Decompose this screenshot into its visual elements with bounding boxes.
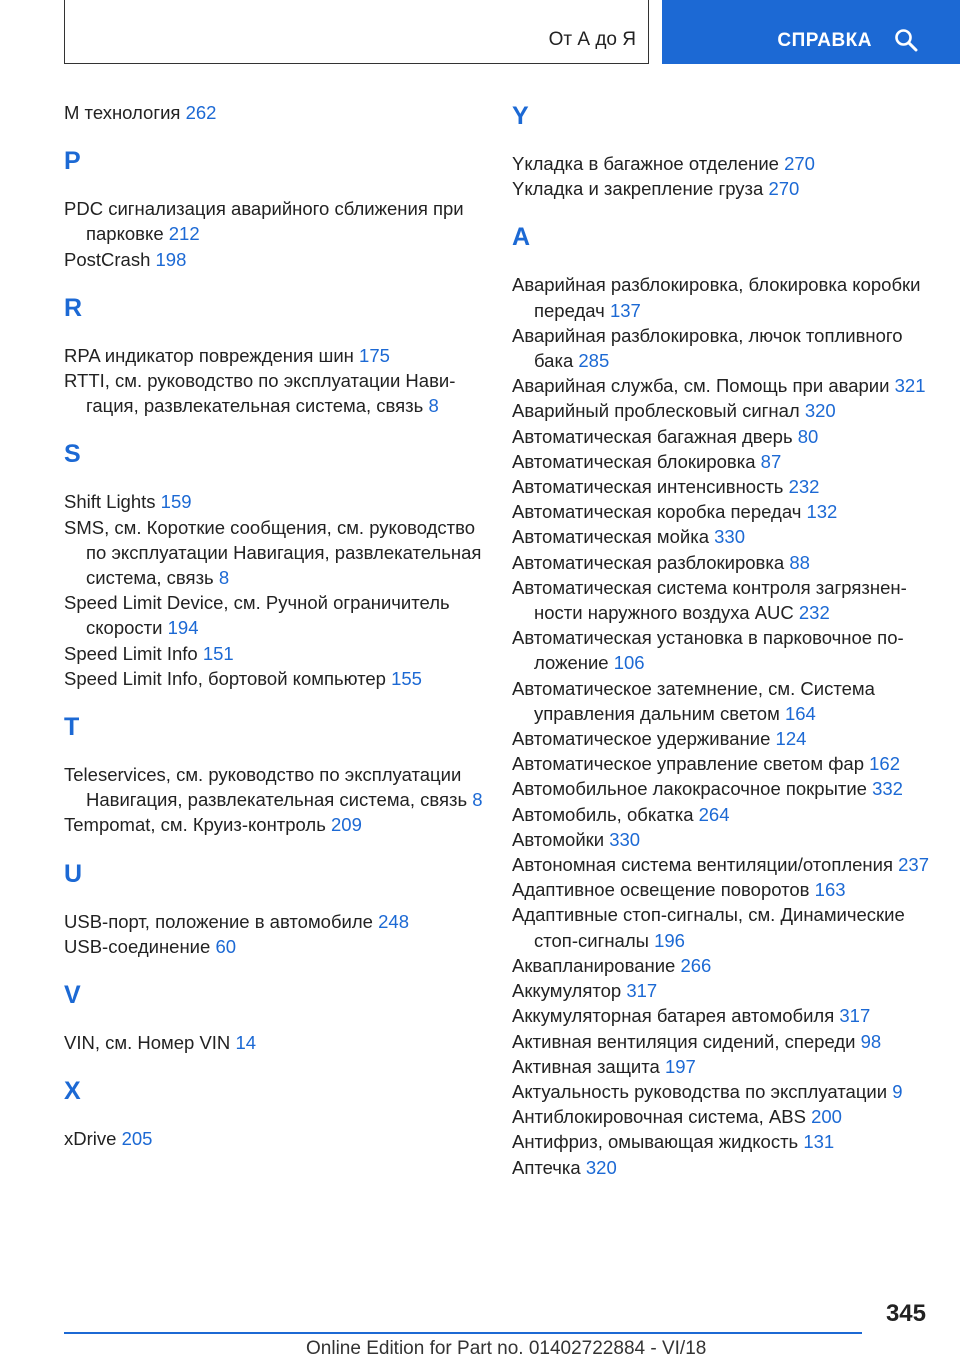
index-entry-text: Автоматическое затемнение, см. Система управления дальним светом	[512, 677, 875, 724]
index-entry-text: Автоматическое удерживание	[512, 728, 771, 750]
index-entry	[64, 100, 484, 125]
index-entry-text: Аварийная разблокировка, блокировка коробки передач	[512, 274, 921, 321]
index-entry-text: Адаптивное освещение поворотов	[512, 879, 810, 901]
index-tab[interactable]	[64, 0, 649, 64]
index-entry	[512, 776, 932, 801]
index-entry-text: Tempomat, см. Круиз-контроль	[64, 814, 326, 836]
index-entry-text: Speed Limit Info, бортовой компьютер	[64, 667, 386, 689]
index-entry-text: Speed Limit Info	[64, 642, 198, 664]
index-entry-text: Автономная система вентиляции/отопления	[512, 854, 893, 876]
page-link[interactable]: 88	[789, 551, 810, 573]
page-link[interactable]: 332	[872, 778, 903, 800]
page-link[interactable]: 131	[803, 1131, 835, 1153]
page-link[interactable]: 205	[121, 1128, 153, 1150]
page-link[interactable]: 320	[585, 1156, 617, 1178]
index-entry	[512, 751, 932, 776]
index-entry	[512, 474, 932, 499]
index-tab-label: От А до Я	[548, 29, 636, 50]
index-entry	[64, 666, 484, 691]
index-entry	[64, 515, 484, 591]
page-link[interactable]: 285	[578, 350, 610, 372]
index-entry-text: Аварийная разблокировка, лючок топливного бака	[512, 324, 903, 372]
page-link[interactable]: 80	[797, 425, 819, 447]
page-link[interactable]: 212	[168, 223, 200, 245]
index-section-letter: U	[64, 859, 83, 888]
page-link[interactable]: 321	[894, 375, 926, 397]
index-entry-text: PostCrash	[64, 248, 151, 270]
page-link[interactable]: 151	[202, 642, 234, 664]
index-entry-text: Автоматическая мойка	[512, 526, 709, 548]
page-link[interactable]: 317	[839, 1005, 871, 1027]
index-entry	[512, 1079, 932, 1104]
index-entry	[512, 1155, 932, 1180]
index-entry-text: Актуальность руководства по эксплуатации	[512, 1080, 888, 1102]
index-entry	[64, 641, 484, 666]
page-link[interactable]: 209	[331, 814, 362, 836]
search-icon[interactable]	[894, 28, 918, 52]
index-entry	[512, 1029, 932, 1054]
index-entry-text: USB-порт, положение в автомобиле	[64, 910, 373, 932]
index-entry	[64, 762, 484, 812]
index-section-letter: S	[64, 440, 81, 469]
page-link[interactable]: 330	[609, 828, 641, 850]
index-entry	[512, 499, 932, 524]
index-entry	[64, 368, 484, 418]
help-tab[interactable]	[662, 0, 960, 64]
index-entry	[512, 902, 932, 952]
index-entry-text: USB-соединение	[64, 935, 211, 957]
index-entry	[512, 827, 932, 852]
index-entry-text: Автоматическая интенсивность	[512, 476, 784, 498]
index-entry	[512, 877, 932, 902]
index-entry	[512, 151, 932, 176]
index-entry	[512, 550, 932, 575]
index-entry-text: Автомобильное лакокрасочное покрытие	[512, 778, 867, 800]
index-entry	[512, 373, 932, 398]
index-section-letter: R	[64, 293, 83, 322]
index-entry-text: Автоматическая коробка передач	[512, 501, 802, 523]
page-link[interactable]: 155	[391, 667, 422, 689]
page-link[interactable]: 175	[359, 344, 390, 366]
page-link[interactable]: 197	[664, 1055, 696, 1077]
index-section-letter: P	[64, 147, 81, 176]
index-entry-text: Shift Lights	[64, 491, 156, 513]
index-entry-text: Speed Limit Device, см. Ручной ограничитель скорости	[64, 592, 450, 639]
index-entry-text: RPA индикатор повреждения шин	[64, 344, 354, 366]
index-entry	[512, 575, 932, 625]
index-entry	[512, 726, 932, 751]
index-entry	[512, 323, 932, 373]
page-link[interactable]: 162	[869, 753, 901, 775]
page-link[interactable]: 194	[167, 617, 199, 639]
page-link[interactable]: 248	[378, 910, 409, 932]
page-link[interactable]: 98	[860, 1030, 882, 1052]
index-entry	[512, 398, 932, 423]
index-section-letter: Y	[512, 102, 529, 130]
page-link[interactable]: 132	[806, 501, 838, 523]
page-link[interactable]: 270	[784, 153, 815, 174]
page-link[interactable]: 9	[892, 1080, 903, 1102]
index-column-left	[64, 100, 484, 1151]
page-link[interactable]: 164	[784, 702, 816, 724]
index-entry-text: VIN, см. Номер VIN	[64, 1032, 231, 1054]
index-entry	[64, 590, 484, 640]
page-link[interactable]: 317	[626, 980, 658, 1002]
index-entry	[64, 1030, 484, 1055]
page-link[interactable]: 106	[613, 652, 645, 674]
page-link[interactable]: 163	[814, 879, 846, 901]
index-entry	[512, 625, 932, 675]
index-entry-text: M технология	[64, 102, 181, 123]
page-link[interactable]: 198	[155, 248, 187, 270]
page-link[interactable]: 8	[472, 789, 483, 811]
edition-info: Online Edition for Part no. 01402722884 - VI/18	[306, 1338, 707, 1359]
index-entry	[64, 909, 484, 934]
help-tab-label: СПРАВКА	[777, 30, 872, 51]
index-entry	[512, 1054, 932, 1079]
page-link[interactable]: 232	[788, 476, 820, 498]
index-entry-text: Аквапланирование	[512, 954, 676, 976]
index-entry-text: Активная вентиляция сидений, спереди	[512, 1030, 856, 1052]
page-link[interactable]: 196	[654, 929, 685, 951]
index-entry-text: Аварийный проблесковый сигнал	[512, 400, 800, 422]
index-entry	[512, 852, 932, 877]
index-entry-text: xDrive	[64, 1128, 117, 1150]
index-entry	[64, 934, 484, 959]
index-entry-text: PDC сигнализация аварийного сближения при парковке	[64, 198, 464, 245]
page-link[interactable]: 8	[428, 395, 439, 417]
page-link[interactable]: 320	[804, 400, 836, 422]
index-entry-text: RTTI, см. руководство по эксплуатации Навигация, развлекательная система, связь	[64, 370, 456, 417]
index-entry-text: Автоматическая установка в парковочное положение	[512, 627, 904, 674]
index-section-letter: V	[64, 981, 81, 1010]
index-entry	[512, 802, 932, 827]
index-section-letter: T	[64, 713, 80, 742]
index-entry	[512, 1129, 932, 1154]
page-link[interactable]: 87	[760, 450, 782, 472]
index-entry-text: Антиблокировочная система, ABS	[512, 1106, 806, 1128]
index-entry	[512, 953, 932, 978]
index-entry	[512, 449, 932, 474]
index-entry	[64, 489, 484, 514]
page-link[interactable]: 330	[714, 526, 745, 548]
index-entry-text: Yкладка и закрепление груза	[512, 178, 764, 200]
index-entry-text: Аптечка	[512, 1156, 581, 1178]
index-entry	[512, 1003, 932, 1028]
index-entry	[512, 272, 932, 322]
page-link[interactable]: 232	[798, 602, 830, 624]
page-link[interactable]: 264	[698, 803, 730, 825]
page-link[interactable]: 137	[609, 299, 641, 321]
page-link[interactable]: 60	[215, 935, 237, 957]
index-entry-text: Автоматическая блокировка	[512, 450, 756, 472]
index-column-right	[512, 100, 932, 1180]
index-entry-text: Автоматическая система контроля загрязненности наружного воздуха AUC	[512, 576, 907, 624]
page-link[interactable]: 8	[218, 567, 230, 589]
index-entry	[512, 176, 932, 201]
index-entry	[512, 424, 932, 449]
index-entry-text: Автоматическое управление светом фар	[512, 753, 864, 775]
index-entry-text: SMS, см. Короткие сообщения, см. руководство по эксплуатации Навигация, развлекательная система, связь	[64, 516, 482, 589]
index-entry-text: Аккумулятор	[512, 980, 622, 1002]
index-entry-text: Антифриз, омывающая жидкость	[512, 1131, 799, 1153]
index-entry-text: Автоматическая багажная дверь	[512, 425, 793, 447]
page-link[interactable]: 262	[185, 102, 217, 123]
page-link[interactable]: 159	[160, 491, 192, 513]
index-entry	[512, 676, 932, 726]
index-entry	[64, 1126, 484, 1151]
index-entry-text: Автоматическая разблокировка	[512, 551, 785, 573]
page-number: 345	[885, 1300, 926, 1327]
page-link[interactable]: 270	[768, 178, 800, 200]
index-entry	[64, 247, 484, 272]
index-entry	[512, 524, 932, 549]
index-entry	[64, 812, 484, 837]
page-link[interactable]: 200	[811, 1106, 842, 1128]
page-link[interactable]: 14	[235, 1032, 257, 1054]
index-entry-text: Активная защита	[512, 1055, 660, 1077]
index-entry-text: Адаптивные стоп-сигналы, см. Динамические стоп-сигналы	[512, 904, 905, 951]
index-section-letter: X	[64, 1077, 81, 1106]
footer-divider	[64, 1332, 862, 1334]
index-section-letter: А	[512, 223, 531, 252]
index-entry-text: Автомобиль, обкатка	[512, 803, 694, 825]
index-entry-text: Аварийная служба, см. Помощь при аварии	[512, 375, 890, 397]
page-link[interactable]: 266	[680, 954, 712, 976]
page-link[interactable]: 124	[775, 728, 807, 750]
index-entry	[512, 1104, 932, 1129]
index-entry	[512, 978, 932, 1003]
page-link[interactable]: 237	[898, 854, 930, 876]
index-entry	[64, 343, 484, 368]
index-entry-text: Teleservices, см. руководство по эксплуатации Навигация, развлекательная система, связь	[64, 764, 468, 811]
index-entry-text: Автомойки	[512, 828, 605, 850]
index-entry-text: Yкладка в багажное отделение	[512, 153, 779, 174]
index-entry-text: Аккумуляторная батарея автомобиля	[512, 1005, 835, 1027]
index-entry	[64, 196, 484, 246]
